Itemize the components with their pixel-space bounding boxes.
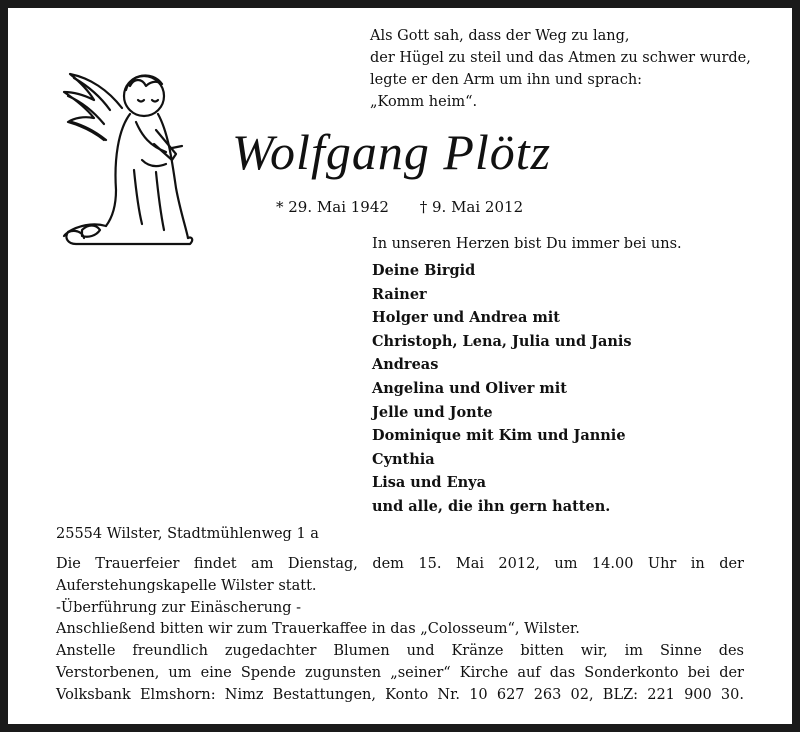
mourner-line: Jelle und Jonte: [372, 403, 493, 421]
deceased-name: Wolfgang Plötz: [232, 124, 552, 180]
angel-icon: [60, 60, 200, 250]
birth-date: * 29. Mai 1942: [276, 198, 389, 216]
details-line: Die Trauerfeier findet am Dienstag, dem 15. Mai 2012, um 14.00 Uhr in der: [56, 556, 744, 572]
details-line: -Überführung zur Einäscherung -: [56, 599, 302, 616]
poem-line: legte er den Arm um ihn und sprach:: [370, 72, 643, 88]
death-date: † 9. Mai 2012: [419, 198, 524, 216]
mourner-line: Christoph, Lena, Julia und Janis: [372, 332, 632, 350]
mourner-line: und alle, die ihn gern hatten.: [372, 497, 611, 515]
funeral-details: [56, 554, 744, 707]
poem-line: Als Gott sah, dass der Weg zu lang,: [370, 28, 630, 44]
life-dates: [276, 196, 523, 218]
poem: [370, 25, 780, 113]
mourner-line: Dominique mit Kim und Jannie: [372, 427, 626, 445]
memorial-phrase: In unseren Herzen bist Du immer bei uns.: [372, 236, 682, 252]
mourner-line: Rainer: [372, 285, 427, 303]
details-line: Verstorbenen, um eine Spende zugunsten „seiner“ Kirche auf das Sonderkonto bei der: [56, 664, 744, 681]
details-line: Anstelle freundlich zugedachter Blumen und Kränze bitten wir, im Sinne des: [56, 643, 744, 660]
poem-line: der Hügel zu steil und das Atmen zu schwer wurde,: [370, 50, 751, 66]
details-line: Anschließend bitten wir zum Trauerkaffee in das „Colosseum“, Wilster.: [56, 621, 580, 638]
mourner-line: Lisa und Enya: [372, 474, 486, 492]
details-line: Volksbank Elmshorn: Nimz Bestattungen, Konto Nr. 10 627 263 02, BLZ: 221 900 30.: [56, 686, 744, 703]
mourner-line: Cynthia: [372, 450, 435, 468]
mourner-line: Deine Birgid: [372, 262, 476, 279]
mourner-line: Holger und Andrea mit: [372, 309, 560, 327]
mourners-list: [372, 259, 632, 519]
poem-line: „Komm heim“.: [370, 94, 478, 110]
address: 25554 Wilster, Stadtmühlenweg 1 a: [56, 526, 319, 542]
mourner-line: Andreas: [372, 356, 439, 374]
mourner-line: Angelina und Oliver mit: [372, 379, 567, 397]
details-line: Auferstehungskapelle Wilster statt.: [56, 577, 317, 594]
